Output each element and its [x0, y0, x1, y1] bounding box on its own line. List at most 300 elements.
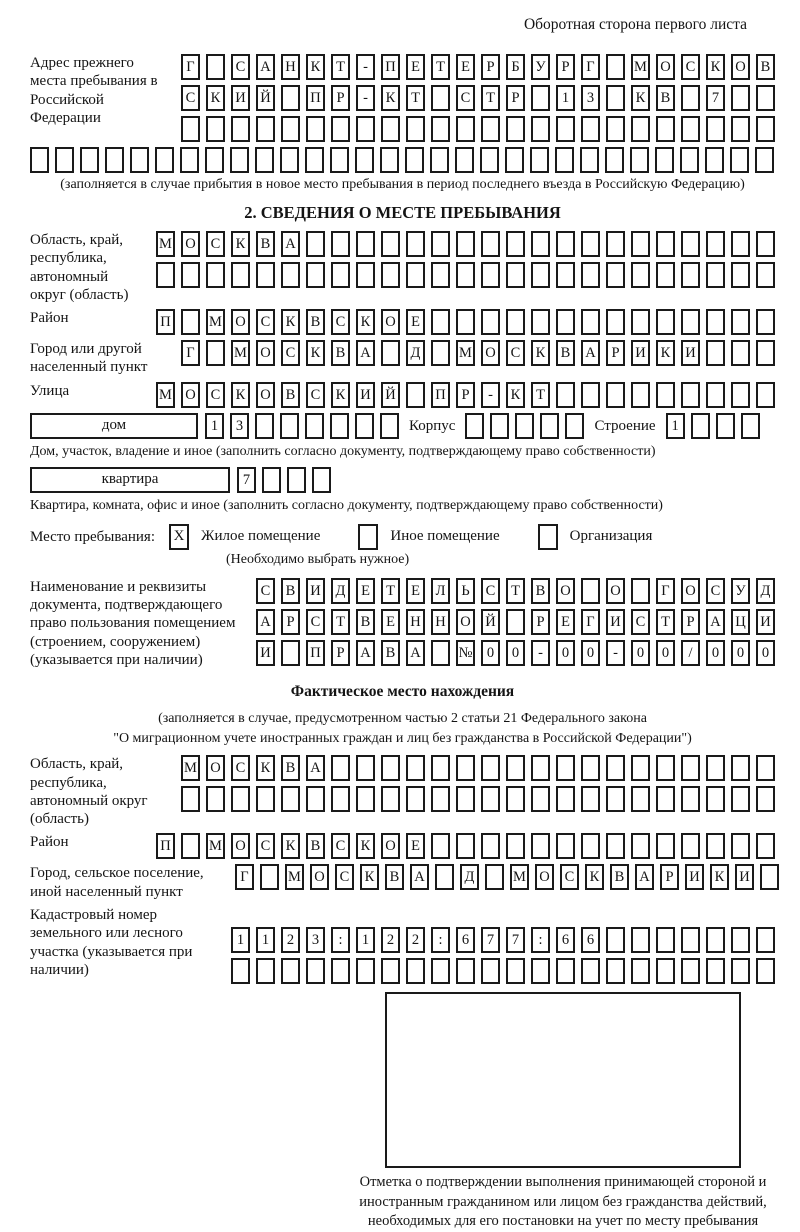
char-cell[interactable]: Г: [181, 340, 200, 366]
char-cell[interactable]: С: [481, 578, 500, 604]
char-cell[interactable]: [206, 54, 225, 80]
char-cell[interactable]: [480, 147, 499, 173]
char-cell[interactable]: К: [585, 864, 604, 890]
char-cell[interactable]: [556, 262, 575, 288]
char-cell[interactable]: [206, 262, 225, 288]
char-cell[interactable]: Т: [331, 54, 350, 80]
char-cell[interactable]: Г: [581, 54, 600, 80]
char-cell[interactable]: [581, 231, 600, 257]
char-cell[interactable]: [556, 833, 575, 859]
char-cell[interactable]: [406, 755, 425, 781]
char-cell[interactable]: [731, 85, 750, 111]
char-cell[interactable]: [481, 786, 500, 812]
char-cell[interactable]: Р: [531, 609, 550, 635]
char-cell[interactable]: [181, 786, 200, 812]
char-cell[interactable]: [280, 413, 299, 439]
char-cell[interactable]: [681, 927, 700, 953]
char-cell[interactable]: [681, 85, 700, 111]
char-cell[interactable]: [606, 786, 625, 812]
char-cell[interactable]: [180, 147, 199, 173]
char-cell[interactable]: [506, 309, 525, 335]
char-cell[interactable]: [231, 116, 250, 142]
char-cell[interactable]: [680, 147, 699, 173]
char-cell[interactable]: Р: [556, 54, 575, 80]
char-cell[interactable]: [731, 833, 750, 859]
char-cell[interactable]: Н: [281, 54, 300, 80]
char-cell[interactable]: 1: [205, 413, 224, 439]
char-cell[interactable]: [281, 786, 300, 812]
char-cell[interactable]: А: [256, 54, 275, 80]
char-cell[interactable]: 2: [381, 927, 400, 953]
char-cell[interactable]: Т: [381, 578, 400, 604]
char-cell[interactable]: [706, 927, 725, 953]
char-cell[interactable]: Е: [406, 833, 425, 859]
char-cell[interactable]: 1: [256, 927, 275, 953]
char-cell[interactable]: [506, 609, 525, 635]
char-cell[interactable]: [306, 231, 325, 257]
char-cell[interactable]: [556, 382, 575, 408]
char-cell[interactable]: [731, 958, 750, 984]
char-cell[interactable]: [355, 147, 374, 173]
char-cell[interactable]: О: [556, 578, 575, 604]
char-cell[interactable]: [435, 864, 454, 890]
char-cell[interactable]: [606, 262, 625, 288]
char-cell[interactable]: [581, 578, 600, 604]
char-cell[interactable]: [431, 786, 450, 812]
char-cell[interactable]: С: [681, 54, 700, 80]
kvartira-box[interactable]: квартира: [30, 467, 230, 493]
char-cell[interactable]: К: [231, 382, 250, 408]
char-cell[interactable]: [306, 116, 325, 142]
char-cell[interactable]: 2: [406, 927, 425, 953]
char-cell[interactable]: О: [456, 609, 475, 635]
char-cell[interactable]: [631, 958, 650, 984]
char-cell[interactable]: О: [481, 340, 500, 366]
char-cell[interactable]: В: [306, 833, 325, 859]
char-cell[interactable]: В: [306, 309, 325, 335]
char-cell[interactable]: [656, 958, 675, 984]
char-cell[interactable]: П: [306, 85, 325, 111]
char-cell[interactable]: -: [606, 640, 625, 666]
char-cell[interactable]: М: [285, 864, 304, 890]
char-cell[interactable]: [555, 147, 574, 173]
char-cell[interactable]: 7: [706, 85, 725, 111]
char-cell[interactable]: О: [181, 231, 200, 257]
char-cell[interactable]: [581, 116, 600, 142]
char-cell[interactable]: [231, 262, 250, 288]
char-cell[interactable]: В: [281, 578, 300, 604]
char-cell[interactable]: [606, 755, 625, 781]
char-cell[interactable]: [681, 116, 700, 142]
char-cell[interactable]: М: [231, 340, 250, 366]
char-cell[interactable]: [356, 755, 375, 781]
char-cell[interactable]: [706, 116, 725, 142]
char-cell[interactable]: [656, 262, 675, 288]
char-cell[interactable]: [505, 147, 524, 173]
char-cell[interactable]: [206, 786, 225, 812]
char-cell[interactable]: [356, 116, 375, 142]
char-cell[interactable]: Р: [481, 54, 500, 80]
char-cell[interactable]: 0: [731, 640, 750, 666]
char-cell[interactable]: М: [156, 382, 175, 408]
char-cell[interactable]: [556, 231, 575, 257]
char-cell[interactable]: Н: [431, 609, 450, 635]
char-cell[interactable]: [105, 147, 124, 173]
char-cell[interactable]: [431, 309, 450, 335]
char-cell[interactable]: П: [156, 309, 175, 335]
char-cell[interactable]: [681, 309, 700, 335]
char-cell[interactable]: -: [356, 85, 375, 111]
char-cell[interactable]: [356, 262, 375, 288]
char-cell[interactable]: Д: [756, 578, 775, 604]
char-cell[interactable]: К: [206, 85, 225, 111]
char-cell[interactable]: [530, 147, 549, 173]
char-cell[interactable]: [231, 786, 250, 812]
char-cell[interactable]: [606, 833, 625, 859]
char-cell[interactable]: 1: [356, 927, 375, 953]
char-cell[interactable]: О: [381, 309, 400, 335]
char-cell[interactable]: К: [306, 340, 325, 366]
char-cell[interactable]: К: [360, 864, 379, 890]
char-cell[interactable]: О: [181, 382, 200, 408]
char-cell[interactable]: В: [610, 864, 629, 890]
char-cell[interactable]: [756, 755, 775, 781]
char-cell[interactable]: [331, 231, 350, 257]
char-cell[interactable]: В: [281, 755, 300, 781]
char-cell[interactable]: [405, 147, 424, 173]
char-cell[interactable]: [381, 231, 400, 257]
char-cell[interactable]: [481, 309, 500, 335]
char-cell[interactable]: П: [306, 640, 325, 666]
char-cell[interactable]: О: [310, 864, 329, 890]
char-cell[interactable]: [206, 340, 225, 366]
char-cell[interactable]: 0: [506, 640, 525, 666]
char-cell[interactable]: [331, 116, 350, 142]
char-cell[interactable]: И: [356, 382, 375, 408]
char-cell[interactable]: [630, 147, 649, 173]
char-cell[interactable]: [731, 755, 750, 781]
char-cell[interactable]: В: [331, 340, 350, 366]
char-cell[interactable]: В: [756, 54, 775, 80]
char-cell[interactable]: [380, 413, 399, 439]
char-cell[interactable]: :: [331, 927, 350, 953]
char-cell[interactable]: [130, 147, 149, 173]
char-cell[interactable]: [540, 413, 559, 439]
char-cell[interactable]: И: [606, 609, 625, 635]
char-cell[interactable]: Л: [431, 578, 450, 604]
char-cell[interactable]: [631, 309, 650, 335]
char-cell[interactable]: [606, 958, 625, 984]
char-cell[interactable]: [581, 309, 600, 335]
char-cell[interactable]: Т: [431, 54, 450, 80]
char-cell[interactable]: Д: [331, 578, 350, 604]
char-cell[interactable]: 3: [581, 85, 600, 111]
char-cell[interactable]: [531, 262, 550, 288]
char-cell[interactable]: [656, 786, 675, 812]
char-cell[interactable]: [205, 147, 224, 173]
char-cell[interactable]: [755, 147, 774, 173]
char-cell[interactable]: Ь: [456, 578, 475, 604]
char-cell[interactable]: [531, 786, 550, 812]
char-cell[interactable]: [331, 262, 350, 288]
char-cell[interactable]: И: [306, 578, 325, 604]
char-cell[interactable]: [716, 413, 735, 439]
char-cell[interactable]: [305, 147, 324, 173]
char-cell[interactable]: [565, 413, 584, 439]
char-cell[interactable]: 7: [506, 927, 525, 953]
char-cell[interactable]: Г: [181, 54, 200, 80]
char-cell[interactable]: С: [206, 231, 225, 257]
char-cell[interactable]: [656, 833, 675, 859]
char-cell[interactable]: [381, 340, 400, 366]
char-cell[interactable]: С: [706, 578, 725, 604]
char-cell[interactable]: [681, 262, 700, 288]
char-cell[interactable]: Р: [331, 640, 350, 666]
char-cell[interactable]: О: [731, 54, 750, 80]
char-cell[interactable]: [306, 262, 325, 288]
char-cell[interactable]: 0: [556, 640, 575, 666]
char-cell[interactable]: [456, 833, 475, 859]
char-cell[interactable]: С: [631, 609, 650, 635]
char-cell[interactable]: 6: [556, 927, 575, 953]
char-cell[interactable]: И: [681, 340, 700, 366]
char-cell[interactable]: М: [456, 340, 475, 366]
char-cell[interactable]: [481, 262, 500, 288]
char-cell[interactable]: О: [231, 833, 250, 859]
char-cell[interactable]: О: [656, 54, 675, 80]
char-cell[interactable]: [330, 413, 349, 439]
char-cell[interactable]: [431, 85, 450, 111]
char-cell[interactable]: [431, 958, 450, 984]
char-cell[interactable]: [481, 231, 500, 257]
char-cell[interactable]: [731, 927, 750, 953]
char-cell[interactable]: С: [306, 609, 325, 635]
char-cell[interactable]: И: [231, 85, 250, 111]
char-cell[interactable]: [230, 147, 249, 173]
char-cell[interactable]: Д: [406, 340, 425, 366]
char-cell[interactable]: [456, 231, 475, 257]
char-cell[interactable]: [456, 755, 475, 781]
char-cell[interactable]: [580, 147, 599, 173]
char-cell[interactable]: [731, 340, 750, 366]
char-cell[interactable]: [506, 116, 525, 142]
char-cell[interactable]: [706, 755, 725, 781]
char-cell[interactable]: К: [281, 833, 300, 859]
char-cell[interactable]: [331, 786, 350, 812]
char-cell[interactable]: [631, 116, 650, 142]
char-cell[interactable]: С: [256, 578, 275, 604]
char-cell[interactable]: Р: [331, 85, 350, 111]
char-cell[interactable]: [481, 116, 500, 142]
char-cell[interactable]: [731, 786, 750, 812]
char-cell[interactable]: [760, 864, 779, 890]
char-cell[interactable]: У: [531, 54, 550, 80]
char-cell[interactable]: 2: [281, 927, 300, 953]
char-cell[interactable]: Е: [381, 609, 400, 635]
char-cell[interactable]: Р: [281, 609, 300, 635]
char-cell[interactable]: [581, 958, 600, 984]
char-cell[interactable]: 0: [756, 640, 775, 666]
char-cell[interactable]: [381, 958, 400, 984]
char-cell[interactable]: [256, 116, 275, 142]
char-cell[interactable]: [606, 54, 625, 80]
char-cell[interactable]: К: [231, 231, 250, 257]
char-cell[interactable]: [706, 833, 725, 859]
char-cell[interactable]: 3: [230, 413, 249, 439]
char-cell[interactable]: Г: [581, 609, 600, 635]
char-cell[interactable]: [706, 231, 725, 257]
char-cell[interactable]: С: [231, 755, 250, 781]
char-cell[interactable]: [681, 833, 700, 859]
char-cell[interactable]: П: [156, 833, 175, 859]
char-cell[interactable]: [431, 262, 450, 288]
char-cell[interactable]: [406, 231, 425, 257]
char-cell[interactable]: /: [681, 640, 700, 666]
char-cell[interactable]: [556, 958, 575, 984]
char-cell[interactable]: Й: [481, 609, 500, 635]
char-cell[interactable]: Т: [506, 578, 525, 604]
char-cell[interactable]: О: [231, 309, 250, 335]
char-cell[interactable]: [631, 833, 650, 859]
char-cell[interactable]: [456, 116, 475, 142]
char-cell[interactable]: Й: [381, 382, 400, 408]
char-cell[interactable]: [706, 262, 725, 288]
char-cell[interactable]: [681, 755, 700, 781]
char-cell[interactable]: [506, 231, 525, 257]
char-cell[interactable]: 0: [656, 640, 675, 666]
char-cell[interactable]: [706, 382, 725, 408]
char-cell[interactable]: [331, 755, 350, 781]
char-cell[interactable]: М: [510, 864, 529, 890]
char-cell[interactable]: [681, 231, 700, 257]
char-cell[interactable]: Р: [456, 382, 475, 408]
char-cell[interactable]: С: [281, 340, 300, 366]
char-cell[interactable]: А: [410, 864, 429, 890]
char-cell[interactable]: 6: [456, 927, 475, 953]
char-cell[interactable]: С: [331, 833, 350, 859]
char-cell[interactable]: [756, 958, 775, 984]
char-cell[interactable]: [756, 309, 775, 335]
char-cell[interactable]: С: [335, 864, 354, 890]
char-cell[interactable]: [55, 147, 74, 173]
char-cell[interactable]: Е: [406, 309, 425, 335]
char-cell[interactable]: 0: [631, 640, 650, 666]
char-cell[interactable]: А: [635, 864, 654, 890]
char-cell[interactable]: Е: [456, 54, 475, 80]
char-cell[interactable]: [231, 958, 250, 984]
char-cell[interactable]: К: [356, 833, 375, 859]
char-cell[interactable]: О: [256, 382, 275, 408]
char-cell[interactable]: И: [756, 609, 775, 635]
char-cell[interactable]: К: [706, 54, 725, 80]
char-cell[interactable]: [456, 786, 475, 812]
char-cell[interactable]: -: [356, 54, 375, 80]
char-cell[interactable]: М: [206, 309, 225, 335]
char-cell[interactable]: В: [531, 578, 550, 604]
char-cell[interactable]: [731, 309, 750, 335]
char-cell[interactable]: К: [631, 85, 650, 111]
char-cell[interactable]: [312, 467, 331, 493]
char-cell[interactable]: Е: [406, 578, 425, 604]
char-cell[interactable]: Р: [506, 85, 525, 111]
char-cell[interactable]: [255, 413, 274, 439]
char-cell[interactable]: [262, 467, 281, 493]
char-cell[interactable]: В: [381, 640, 400, 666]
char-cell[interactable]: Д: [460, 864, 479, 890]
char-cell[interactable]: А: [306, 755, 325, 781]
char-cell[interactable]: [656, 309, 675, 335]
char-cell[interactable]: [756, 340, 775, 366]
char-cell[interactable]: [556, 755, 575, 781]
char-cell[interactable]: [181, 116, 200, 142]
char-cell[interactable]: [80, 147, 99, 173]
char-cell[interactable]: [531, 116, 550, 142]
char-cell[interactable]: [706, 786, 725, 812]
char-cell[interactable]: О: [681, 578, 700, 604]
char-cell[interactable]: Г: [656, 578, 675, 604]
char-cell[interactable]: [656, 927, 675, 953]
char-cell[interactable]: В: [556, 340, 575, 366]
char-cell[interactable]: [605, 147, 624, 173]
char-cell[interactable]: [531, 231, 550, 257]
char-cell[interactable]: [506, 755, 525, 781]
char-cell[interactable]: [631, 262, 650, 288]
char-cell[interactable]: [305, 413, 324, 439]
char-cell[interactable]: С: [256, 833, 275, 859]
char-cell[interactable]: М: [156, 231, 175, 257]
char-cell[interactable]: О: [206, 755, 225, 781]
char-cell[interactable]: М: [206, 833, 225, 859]
zhiloe-checkbox[interactable]: X: [169, 524, 189, 550]
char-cell[interactable]: [681, 958, 700, 984]
char-cell[interactable]: [581, 833, 600, 859]
char-cell[interactable]: 7: [481, 927, 500, 953]
char-cell[interactable]: [606, 309, 625, 335]
char-cell[interactable]: [30, 147, 49, 173]
char-cell[interactable]: [431, 640, 450, 666]
char-cell[interactable]: -: [531, 640, 550, 666]
char-cell[interactable]: [206, 116, 225, 142]
char-cell[interactable]: А: [356, 340, 375, 366]
char-cell[interactable]: [756, 786, 775, 812]
char-cell[interactable]: [631, 786, 650, 812]
char-cell[interactable]: 1: [231, 927, 250, 953]
char-cell[interactable]: 1: [556, 85, 575, 111]
char-cell[interactable]: [656, 382, 675, 408]
char-cell[interactable]: [656, 231, 675, 257]
char-cell[interactable]: [606, 927, 625, 953]
char-cell[interactable]: [280, 147, 299, 173]
char-cell[interactable]: :: [531, 927, 550, 953]
char-cell[interactable]: [681, 382, 700, 408]
char-cell[interactable]: [756, 231, 775, 257]
char-cell[interactable]: [281, 116, 300, 142]
char-cell[interactable]: [531, 833, 550, 859]
char-cell[interactable]: В: [656, 85, 675, 111]
char-cell[interactable]: С: [231, 54, 250, 80]
char-cell[interactable]: К: [506, 382, 525, 408]
char-cell[interactable]: Б: [506, 54, 525, 80]
char-cell[interactable]: [631, 382, 650, 408]
char-cell[interactable]: [730, 147, 749, 173]
char-cell[interactable]: У: [731, 578, 750, 604]
char-cell[interactable]: [731, 382, 750, 408]
char-cell[interactable]: [256, 262, 275, 288]
char-cell[interactable]: [556, 116, 575, 142]
char-cell[interactable]: [631, 231, 650, 257]
organizatsiya-checkbox[interactable]: [538, 524, 558, 550]
char-cell[interactable]: О: [606, 578, 625, 604]
